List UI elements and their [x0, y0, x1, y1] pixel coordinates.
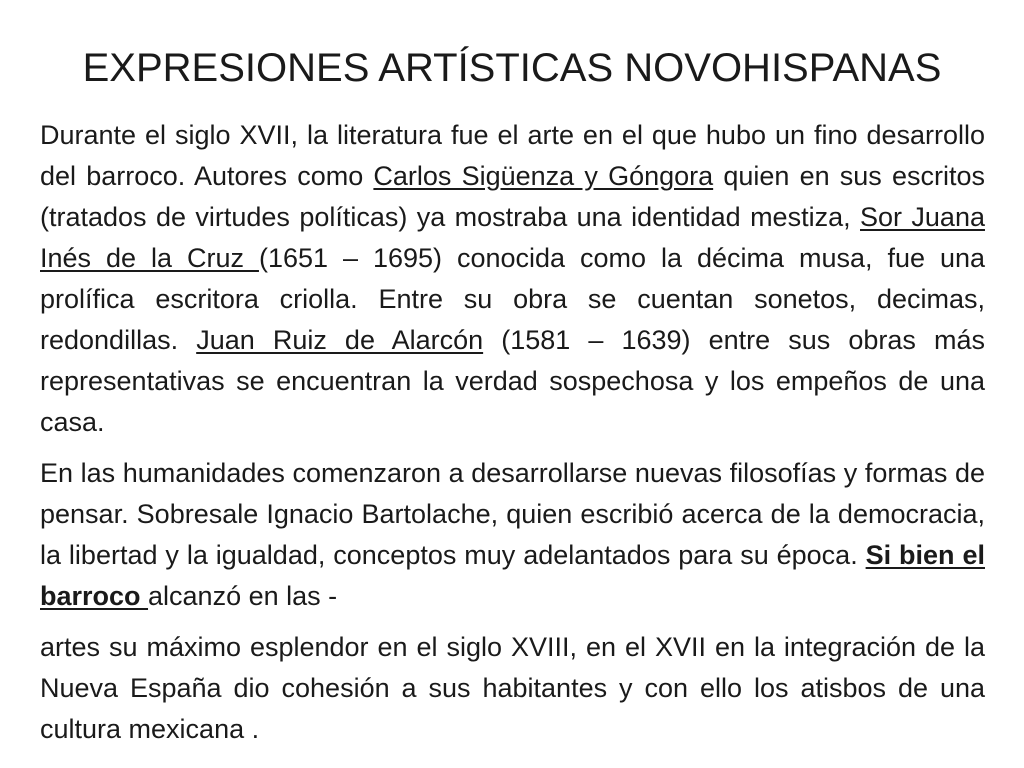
paragraph-arts-text-1: artes su máximo esplendor en el siglo XVIII, en el XVII en la integración de la Nueva España dio cohesión a sus habitantes y con ello los atisbos de una cultura mexicana . — [40, 632, 985, 744]
paragraph-literature-text-4: (1581 – 1639) entre sus obras más representativas se encuentran la verdad sospechosa y los empeños de una casa. — [40, 325, 986, 437]
paragraph-literature-text-3: (1651 – 1695) conocida como la décima musa, fue una prolífica escritora criolla. Entre su obra se cuentan sonetos, decimas, redondillas. — [40, 243, 986, 355]
paragraph-arts — [40, 627, 985, 750]
paragraph-humanities-text-1: En las humanidades comenzaron a desarrollarse nuevas filosofías y formas de pensar. Sobresale Ignacio Bartolache, quien escribió acerca de la democracia, la libertad y la igualdad, conceptos muy adelantados para su época. — [40, 458, 985, 570]
paragraph-literature-text-2: quien en sus escritos (tratados de virtudes políticas) ya mostraba una identidad mestiza, — [40, 161, 986, 232]
author-carlos-siguenza-link[interactable]: Carlos Sigüenza y Góngora — [373, 161, 714, 191]
paragraph-literature — [40, 115, 985, 443]
slide-title: EXPRESIONES ARTÍSTICAS NOVOHISPANAS — [82, 46, 942, 90]
slide-body — [40, 115, 985, 760]
barroco-emphasis-link[interactable]: Si bien el barroco — [40, 540, 985, 611]
paragraph-literature-text-1: Durante el siglo XVII, la literatura fue el arte en el que hubo un fino desarrollo del barroco. Autores como — [40, 120, 985, 191]
paragraph-humanities-text-2: alcanzó en las - — [148, 581, 338, 611]
author-sor-juana-link[interactable]: Sor Juana Inés de la Cruz — [40, 202, 985, 273]
author-juan-ruiz-link[interactable]: Juan Ruiz de Alarcón — [196, 325, 484, 355]
paragraph-humanities — [40, 453, 985, 617]
